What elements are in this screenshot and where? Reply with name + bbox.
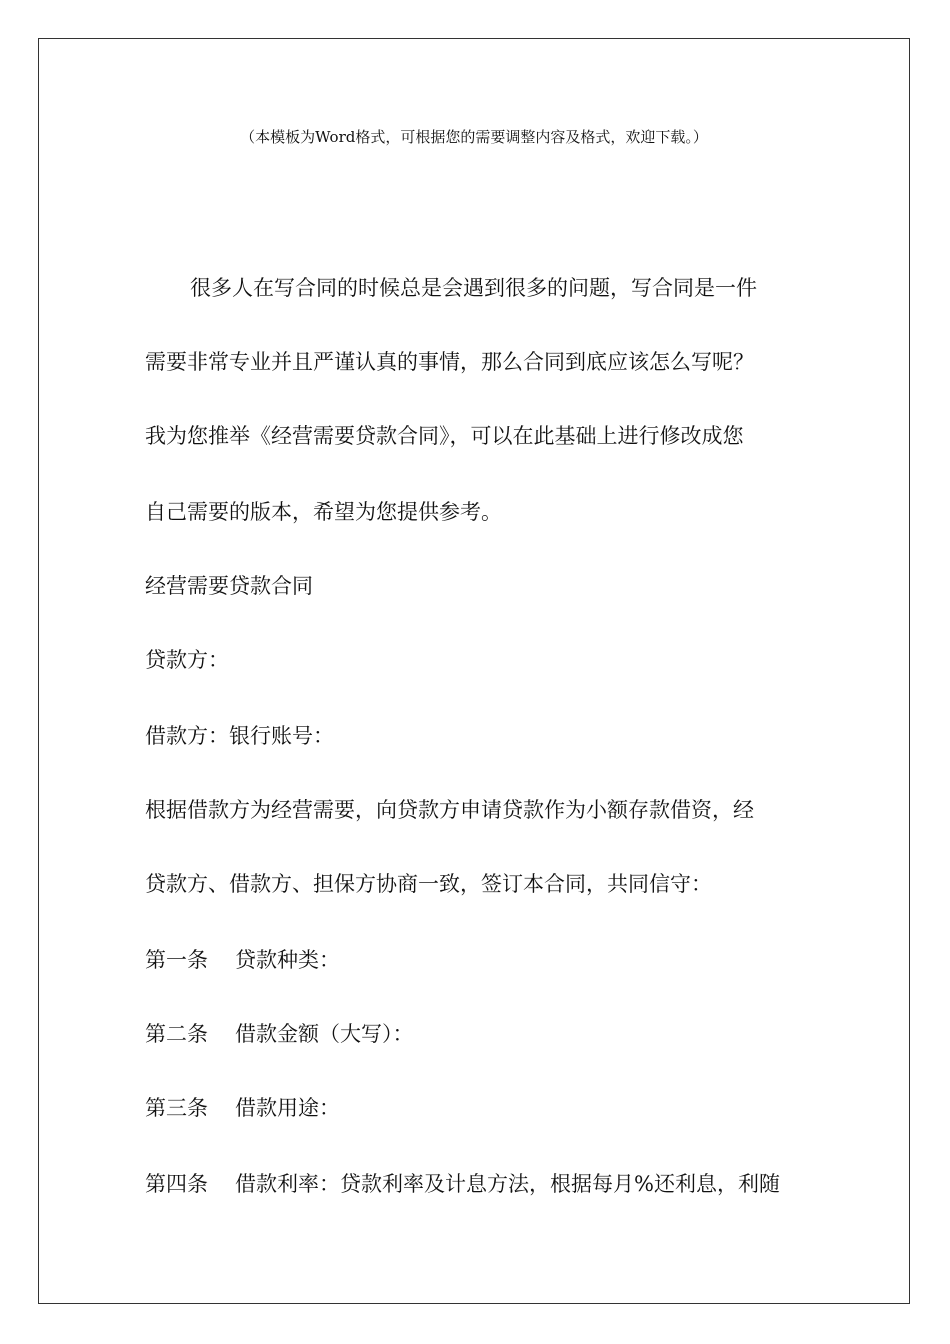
- article-2-text: 借款金额（大写）：: [235, 1022, 414, 1046]
- lender-label: 贷款方：: [145, 648, 229, 672]
- article-4: [145, 1170, 780, 1198]
- article-2: [145, 1020, 414, 1048]
- preamble-line-1: 根据借款方为经营需要，向贷款方申请贷款作为小额存款借资，经: [145, 798, 754, 822]
- intro-line-1: 很多人在写合同的时候总是会遇到很多的问题，写合同是一件: [190, 276, 757, 300]
- contract-title: 经营需要贷款合同: [145, 574, 313, 598]
- article-4-number: 第四条: [145, 1172, 208, 1196]
- article-3-number: 第三条: [145, 1096, 208, 1120]
- article-2-number: 第二条: [145, 1022, 208, 1046]
- intro-line-3: 我为您推举《经营需要贷款合同》，可以在此基础上进行修改成您: [145, 424, 744, 448]
- preamble-line-2: 贷款方、借款方、担保方协商一致，签订本合同，共同信守：: [145, 872, 712, 896]
- article-3: [145, 1094, 340, 1122]
- article-3-text: 借款用途：: [235, 1096, 340, 1120]
- article-4-text: 借款利率：贷款利率及计息方法，根据每月%还利息，利随: [235, 1172, 780, 1196]
- article-1-text: 贷款种类：: [235, 948, 340, 972]
- intro-line-4: 自己需要的版本，希望为您提供参考。: [145, 500, 502, 524]
- borrower-label: 借款方：银行账号：: [145, 724, 334, 748]
- template-note: （本模板为Word格式，可根据您的需要调整内容及格式，欢迎下载。）: [240, 128, 708, 146]
- article-1: [145, 946, 340, 974]
- article-1-number: 第一条: [145, 948, 208, 972]
- intro-line-2: 需要非常专业并且严谨认真的事情，那么合同到底应该怎么写呢？: [145, 350, 754, 374]
